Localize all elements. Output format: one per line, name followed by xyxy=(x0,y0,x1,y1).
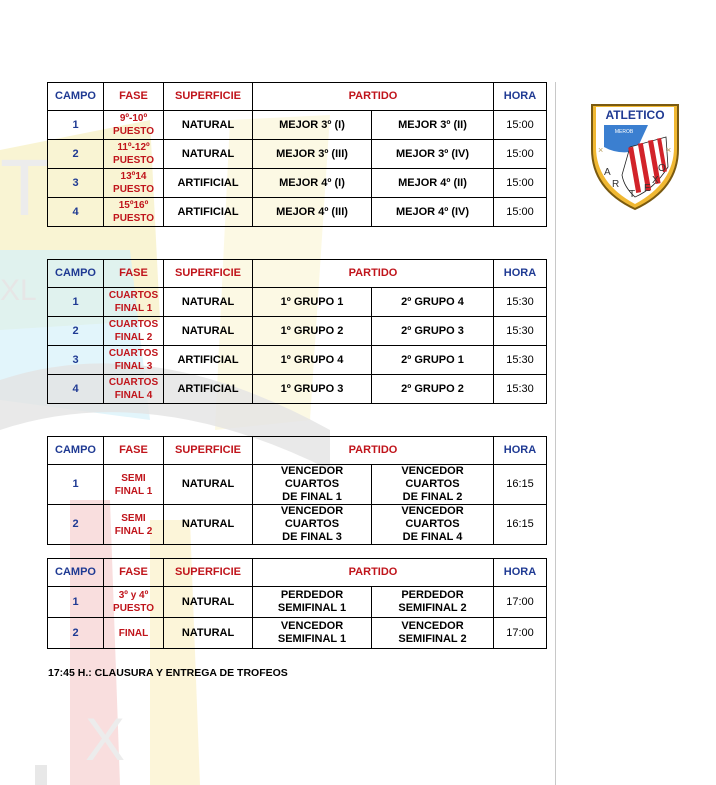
cell-line: MEJOR 3º (III) xyxy=(276,147,348,160)
header-row xyxy=(48,437,547,465)
header-fase: FASE xyxy=(104,260,164,288)
svg-text:X: X xyxy=(85,706,126,773)
cell-line: PUESTO xyxy=(113,126,154,137)
cell-line: 1º GRUPO 1 xyxy=(280,295,344,308)
table-row xyxy=(48,587,547,618)
cell-superficie: NATURAL xyxy=(164,465,253,505)
cell-superficie: NATURAL xyxy=(164,618,253,649)
cell-hora: 16:15 xyxy=(494,505,547,545)
cell-line: FINAL 2 xyxy=(114,332,153,343)
table-row xyxy=(48,346,547,375)
cell-line: CUARTOS xyxy=(108,290,159,301)
svg-text:A: A xyxy=(604,167,611,178)
svg-text:T: T xyxy=(0,143,49,232)
cell-line: 3º y 4º xyxy=(118,590,149,601)
cell-partido-local xyxy=(253,505,372,545)
header-partido: PARTIDO xyxy=(253,437,494,465)
cell-partido-local xyxy=(253,587,372,618)
cell-line: MEJOR 4º (IV) xyxy=(395,205,470,218)
cell-line: VENCEDOR xyxy=(280,620,344,632)
cell-hora: 15:00 xyxy=(494,111,547,140)
cell-superficie: NATURAL xyxy=(164,505,253,545)
cell-campo: 2 xyxy=(48,505,104,545)
cell-partido-visitante xyxy=(372,375,494,404)
cell-line: 2º GRUPO 4 xyxy=(401,295,464,308)
cell-hora: 17:00 xyxy=(494,618,547,649)
cell-line: 2º GRUPO 1 xyxy=(401,353,464,366)
cell-partido-visitante xyxy=(372,111,494,140)
cell-fase xyxy=(104,587,164,618)
cell-line: SEMIFINAL 2 xyxy=(398,602,467,614)
cell-campo: 1 xyxy=(48,587,104,618)
cell-hora: 15:00 xyxy=(494,169,547,198)
cell-line: 15º16º xyxy=(118,200,149,211)
cell-line: 1º GRUPO 2 xyxy=(280,324,344,337)
cell-line: SEMI xyxy=(121,512,146,524)
cell-fase xyxy=(104,505,164,545)
crest-title: ATLETICO xyxy=(605,108,665,122)
table-row xyxy=(48,111,547,140)
cell-fase xyxy=(104,140,164,169)
cell-superficie: NATURAL xyxy=(164,111,253,140)
cell-hora: 17:00 xyxy=(494,587,547,618)
cell-campo: 1 xyxy=(48,288,104,317)
cell-line: 9º-10º xyxy=(119,113,148,124)
header-superficie: SUPERFICIE xyxy=(164,260,253,288)
svg-text:O: O xyxy=(658,163,666,174)
cell-partido-visitante xyxy=(372,587,494,618)
cell-partido-visitante xyxy=(372,198,494,227)
cell-line: MEJOR 4º (III) xyxy=(276,205,348,218)
header-fase: FASE xyxy=(104,559,164,587)
table-row xyxy=(48,465,547,505)
cell-line: PUESTO xyxy=(113,184,154,195)
cell-line: MEJOR 4º (II) xyxy=(398,176,467,189)
closing-ceremony-note: 17:45 H.: CLAUSURA Y ENTREGA DE TROFEOS xyxy=(48,667,288,679)
cell-partido-visitante xyxy=(372,317,494,346)
page-divider xyxy=(555,82,556,785)
cell-line: FINAL 1 xyxy=(114,485,153,497)
svg-text:T: T xyxy=(629,189,636,200)
table-row xyxy=(48,198,547,227)
cell-hora: 15:30 xyxy=(494,346,547,375)
cell-line: MEJOR 3º (IV) xyxy=(395,147,470,160)
header-campo: CAMPO xyxy=(48,437,104,465)
cell-superficie: ARTIFICIAL xyxy=(164,198,253,227)
cell-campo: 4 xyxy=(48,375,104,404)
header-partido: PARTIDO xyxy=(253,559,494,587)
cell-fase xyxy=(104,375,164,404)
cell-campo: 2 xyxy=(48,317,104,346)
cell-partido-local xyxy=(253,375,372,404)
table-row xyxy=(48,140,547,169)
table-row xyxy=(48,375,547,404)
svg-text:R: R xyxy=(612,179,620,190)
header-fase: FASE xyxy=(104,83,164,111)
cell-line: CUARTOS xyxy=(108,377,159,388)
cell-line: SEMIFINAL 1 xyxy=(277,602,347,614)
cell-partido-local xyxy=(253,111,372,140)
cell-line: FINAL 3 xyxy=(114,361,153,372)
cell-line: PERDEDOR xyxy=(401,589,464,601)
cell-superficie: ARTIFICIAL xyxy=(164,169,253,198)
cell-partido-visitante xyxy=(372,465,494,505)
cell-fase xyxy=(104,198,164,227)
crest-motto: MEROB xyxy=(614,129,634,135)
cell-line: FINAL 2 xyxy=(114,525,153,537)
header-campo: CAMPO xyxy=(48,260,104,288)
cell-campo: 4 xyxy=(48,198,104,227)
svg-text:XL: XL xyxy=(0,274,37,307)
cell-fase xyxy=(104,317,164,346)
cell-superficie: NATURAL xyxy=(164,288,253,317)
svg-text:×: × xyxy=(598,145,604,155)
cell-hora: 15:30 xyxy=(494,317,547,346)
cell-line: PUESTO xyxy=(113,603,154,614)
cell-superficie: ARTIFICIAL xyxy=(164,346,253,375)
cell-fase xyxy=(104,111,164,140)
cell-line: MEJOR 3º (I) xyxy=(279,118,345,131)
cell-fase xyxy=(104,169,164,198)
table-row xyxy=(48,317,547,346)
cell-line: SEMIFINAL 2 xyxy=(398,633,467,645)
cell-line: PUESTO xyxy=(113,155,154,166)
cell-partido-visitante xyxy=(372,140,494,169)
cell-line: VENCEDOR CUARTOS xyxy=(401,465,464,490)
cell-line: MEJOR 4º (I) xyxy=(279,176,345,189)
cell-line: 11º-12º xyxy=(117,142,150,153)
header-fase: FASE xyxy=(104,437,164,465)
club-crest-logo xyxy=(588,103,682,211)
cell-line: DE FINAL 4 xyxy=(402,531,463,543)
header-hora: HORA xyxy=(494,260,547,288)
cell-fase xyxy=(104,465,164,505)
cell-fase xyxy=(104,618,164,649)
cell-line: FINAL 1 xyxy=(114,303,153,314)
cell-partido-local xyxy=(253,317,372,346)
cell-partido-local xyxy=(253,346,372,375)
cell-line: VENCEDOR CUARTOS xyxy=(280,505,344,530)
cell-line: SEMIFINAL 1 xyxy=(277,633,347,645)
cell-line: MEJOR 3º (II) xyxy=(398,118,467,131)
header-hora: HORA xyxy=(494,83,547,111)
schedule-table-3 xyxy=(47,436,547,545)
cell-line: 2º GRUPO 3 xyxy=(401,324,464,337)
cell-line: DE FINAL 3 xyxy=(282,531,342,543)
schedule-table-1 xyxy=(47,82,547,227)
cell-partido-visitante xyxy=(372,618,494,649)
cell-line: 2º GRUPO 2 xyxy=(401,382,464,395)
svg-text:×: × xyxy=(666,145,672,155)
header-hora: HORA xyxy=(494,437,547,465)
header-superficie: SUPERFICIE xyxy=(164,437,253,465)
header-partido: PARTIDO xyxy=(253,260,494,288)
schedule-table-4 xyxy=(47,558,547,649)
table-row xyxy=(48,169,547,198)
cell-partido-visitante xyxy=(372,169,494,198)
cell-fase xyxy=(104,346,164,375)
cell-hora: 16:15 xyxy=(494,465,547,505)
header-row xyxy=(48,260,547,288)
cell-line: PUESTO xyxy=(113,213,154,224)
cell-campo: 2 xyxy=(48,140,104,169)
cell-line: CUARTOS xyxy=(108,319,159,330)
cell-partido-visitante xyxy=(372,288,494,317)
cell-line: PERDEDOR xyxy=(280,589,344,601)
svg-text:E: E xyxy=(644,183,651,194)
cell-line: VENCEDOR CUARTOS xyxy=(280,465,344,490)
cell-partido-local xyxy=(253,465,372,505)
cell-campo: 1 xyxy=(48,111,104,140)
cell-superficie: NATURAL xyxy=(164,317,253,346)
header-hora: HORA xyxy=(494,559,547,587)
cell-line: DE FINAL 1 xyxy=(282,491,342,503)
cell-hora: 15:30 xyxy=(494,375,547,404)
cell-superficie: NATURAL xyxy=(164,140,253,169)
table-row xyxy=(48,505,547,545)
cell-campo: 2 xyxy=(48,618,104,649)
cell-fase xyxy=(104,288,164,317)
schedule-table-2 xyxy=(47,259,547,404)
header-campo: CAMPO xyxy=(48,83,104,111)
cell-superficie: NATURAL xyxy=(164,587,253,618)
cell-line: 13º14 xyxy=(120,171,147,182)
cell-line: FINAL 4 xyxy=(114,390,153,401)
cell-campo: 1 xyxy=(48,465,104,505)
cell-line: VENCEDOR xyxy=(401,620,464,632)
cell-line: 1º GRUPO 3 xyxy=(280,382,344,395)
cell-hora: 15:00 xyxy=(494,198,547,227)
cell-campo: 3 xyxy=(48,346,104,375)
header-row xyxy=(48,83,547,111)
cell-line: FINAL xyxy=(118,627,149,639)
cell-partido-visitante xyxy=(372,505,494,545)
header-row xyxy=(48,559,547,587)
cell-line: VENCEDOR CUARTOS xyxy=(401,505,464,530)
header-campo: CAMPO xyxy=(48,559,104,587)
cell-partido-local xyxy=(253,140,372,169)
header-superficie: SUPERFICIE xyxy=(164,83,253,111)
cell-hora: 15:30 xyxy=(494,288,547,317)
cell-hora: 15:00 xyxy=(494,140,547,169)
cell-partido-visitante xyxy=(372,346,494,375)
table-row xyxy=(48,288,547,317)
svg-text:X: X xyxy=(652,175,659,186)
cell-partido-local xyxy=(253,288,372,317)
table-row xyxy=(48,618,547,649)
header-partido: PARTIDO xyxy=(253,83,494,111)
cell-partido-local xyxy=(253,618,372,649)
header-superficie: SUPERFICIE xyxy=(164,559,253,587)
cell-line: 1º GRUPO 4 xyxy=(280,353,344,366)
cell-line: DE FINAL 2 xyxy=(402,491,463,503)
cell-partido-local xyxy=(253,169,372,198)
cell-line: CUARTOS xyxy=(108,348,159,359)
cell-partido-local xyxy=(253,198,372,227)
cell-superficie: ARTIFICIAL xyxy=(164,375,253,404)
cell-campo: 3 xyxy=(48,169,104,198)
cell-line: SEMI xyxy=(121,472,146,484)
